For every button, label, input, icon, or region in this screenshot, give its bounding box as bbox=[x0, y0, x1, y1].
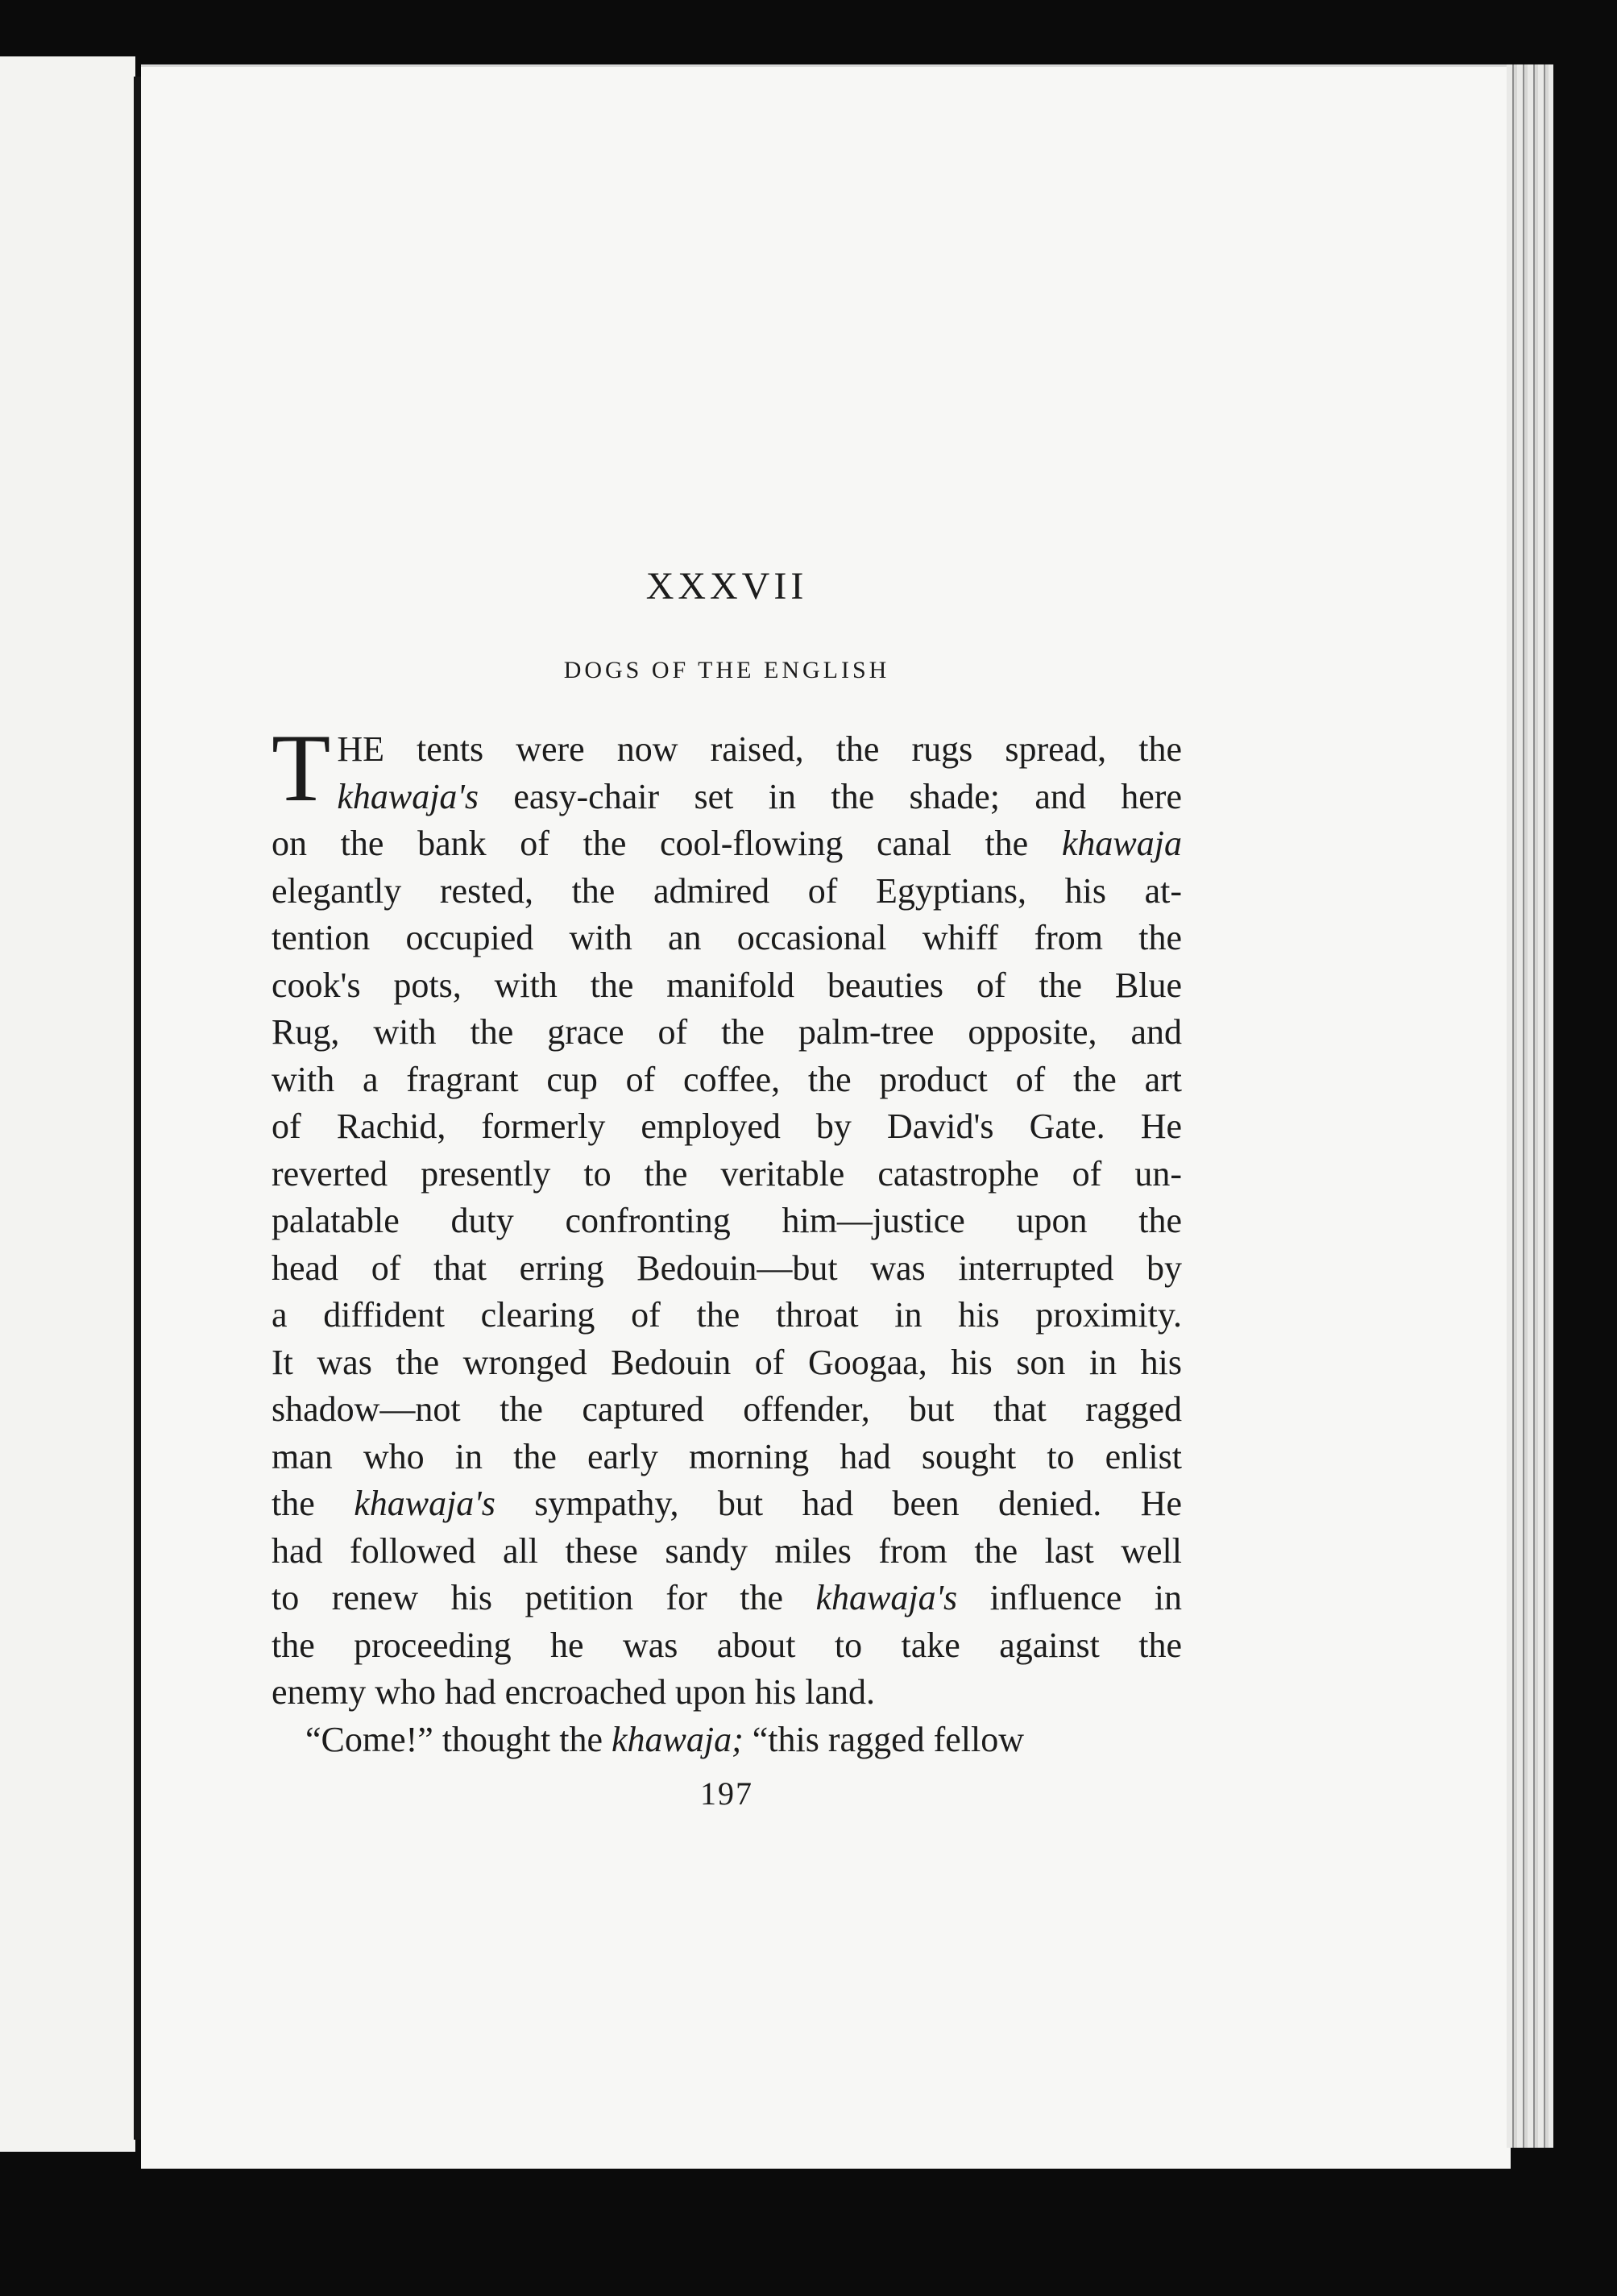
italic-text: khawaja bbox=[1061, 824, 1182, 863]
page-number: 197 bbox=[700, 1775, 753, 1812]
italic-text: khawaja; bbox=[612, 1719, 744, 1759]
text-run: palatable duty confronting him—justice upon the bbox=[272, 1201, 1182, 1240]
text-line bbox=[272, 962, 1182, 1010]
drop-cap: T bbox=[272, 726, 331, 820]
text-line bbox=[272, 1245, 1182, 1293]
text-line bbox=[272, 1339, 1182, 1387]
text-line bbox=[272, 1057, 1182, 1104]
text-run: reverted presently to the veritable catastrophe of un- bbox=[272, 1153, 1182, 1194]
text-run: the proceeding he was about to take against the bbox=[272, 1625, 1182, 1665]
text-line bbox=[272, 1528, 1182, 1576]
chapter-title: DOGS OF THE ENGLISH bbox=[563, 657, 890, 683]
text-run: Rug, with the grace of the palm-tree opposite, and bbox=[272, 1012, 1182, 1052]
text-line bbox=[272, 1386, 1182, 1434]
chapter-number: XXXVII bbox=[645, 565, 808, 608]
text-run: HE tents were now raised, the rugs spread, the bbox=[337, 729, 1182, 769]
text-run: the bbox=[272, 1484, 354, 1523]
text-run: a diffident clearing of the throat in his proximity. bbox=[272, 1295, 1182, 1335]
text-line bbox=[272, 1292, 1182, 1339]
text-run: elegantly rested, the admired of Egyptians, his at- bbox=[272, 870, 1182, 911]
text-line bbox=[272, 1717, 1182, 1764]
body-text bbox=[272, 726, 1182, 1763]
text-run: cook's pots, with the manifold beauties of the Blue bbox=[272, 965, 1182, 1005]
text-run: with a fragrant cup of coffee, the product of the art bbox=[272, 1059, 1182, 1099]
text-line bbox=[337, 774, 1182, 821]
text-run: easy-chair set in the shade; and here bbox=[478, 776, 1182, 816]
text-line bbox=[272, 1103, 1182, 1151]
text-line bbox=[272, 1480, 1182, 1528]
text-run: head of that erring Bedouin—but was interrupted by bbox=[272, 1248, 1182, 1288]
text-line bbox=[272, 1434, 1182, 1481]
page-content bbox=[272, 564, 1182, 1812]
italic-text: khawaja's bbox=[354, 1484, 495, 1523]
text-run: man who in the early morning had sought to enlist bbox=[272, 1436, 1182, 1476]
text-line bbox=[272, 1151, 1182, 1198]
text-run: shadow—not the captured offender, but that ragged bbox=[272, 1389, 1182, 1429]
text-line bbox=[272, 1009, 1182, 1057]
text-line bbox=[272, 1669, 1182, 1717]
text-run: enemy who had encroached upon his land. bbox=[272, 1672, 875, 1712]
text-line bbox=[272, 1622, 1182, 1670]
text-run: tention occupied with an occasional whiff from the bbox=[272, 918, 1182, 957]
text-line bbox=[272, 1575, 1182, 1622]
text-run: “this ragged fellow bbox=[743, 1719, 1024, 1759]
text-run: had followed all these sandy miles from the last well bbox=[272, 1530, 1182, 1571]
text-run: It was the wronged Bedouin of Googaa, his son in his bbox=[272, 1342, 1182, 1382]
text-run: on the bank of the cool-flowing canal the bbox=[272, 824, 1062, 863]
text-line bbox=[337, 726, 1182, 774]
text-run: sympathy, but had been denied. He bbox=[495, 1484, 1182, 1523]
italic-text: khawaja's bbox=[337, 776, 479, 816]
text-run: of Rachid, formerly employed by David's Gate. He bbox=[272, 1106, 1182, 1146]
text-run: “Come!” thought the bbox=[305, 1719, 612, 1759]
page-edges bbox=[1507, 64, 1553, 2148]
text-line bbox=[272, 1198, 1182, 1245]
text-line bbox=[272, 868, 1182, 915]
text-run: influence in bbox=[957, 1578, 1182, 1617]
text-line bbox=[272, 820, 1182, 868]
facing-page-edge bbox=[0, 56, 135, 2152]
opening-paragraph bbox=[272, 726, 1182, 820]
text-run: to renew his petition for the bbox=[272, 1578, 816, 1617]
text-line bbox=[272, 915, 1182, 962]
book-gutter bbox=[134, 77, 141, 2140]
italic-text: khawaja's bbox=[815, 1578, 958, 1617]
